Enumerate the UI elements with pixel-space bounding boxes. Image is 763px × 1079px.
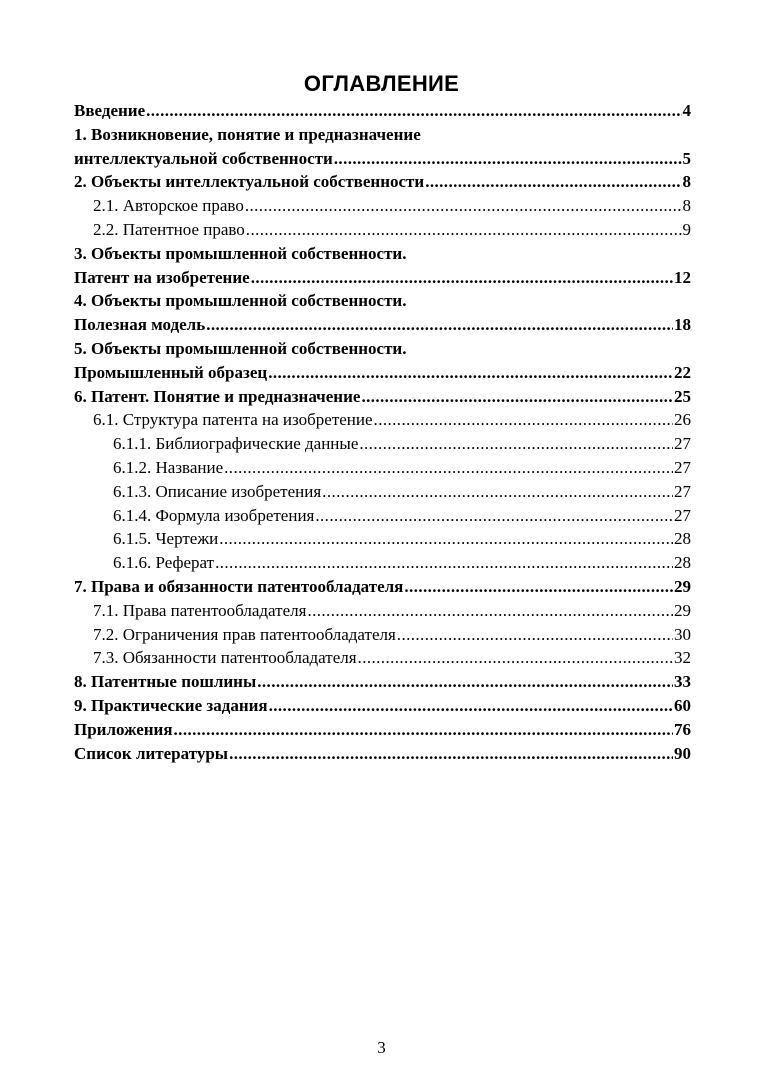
toc-entry-bibliography[interactable]: [74, 742, 691, 766]
toc-entry-title: Приложения: [74, 719, 173, 739]
toc-page-number: 33: [674, 672, 691, 692]
toc-leader-dots: [334, 147, 682, 171]
toc-entry-title: 7.2. Ограничения прав патентообладателя: [93, 624, 396, 644]
toc-leader-dots: [307, 599, 673, 623]
toc-entry-title: 2.2. Патентное право: [93, 219, 245, 239]
toc-page-number: 5: [682, 148, 691, 168]
toc-leader-dots: [315, 504, 673, 528]
toc-entry-section-7-3[interactable]: [74, 646, 691, 670]
page-title: ОГЛАВЛЕНИЕ: [303, 70, 460, 96]
toc-page-number: 27: [674, 434, 691, 454]
toc-entry-chapter-8[interactable]: [74, 670, 691, 694]
toc-leader-dots: [246, 218, 682, 242]
toc-leader-dots: [229, 742, 673, 766]
toc-entry-section-6-1-6[interactable]: [74, 551, 691, 575]
toc-page-number: 28: [674, 553, 691, 573]
toc-leader-dots: [361, 385, 673, 409]
toc-entry-title: 6.1. Структура патента на изобретение: [93, 410, 373, 430]
toc-entry-introduction[interactable]: [74, 99, 691, 123]
toc-entry-title: 6.1.2. Название: [113, 457, 224, 477]
table-of-contents: [74, 99, 691, 765]
toc-entry-title: 7.3. Обязанности патентообладателя: [93, 648, 357, 668]
toc-entry-section-6-1-1[interactable]: [74, 432, 691, 456]
toc-entry-title: Введение: [74, 101, 146, 120]
toc-entry-section-7-2[interactable]: [74, 623, 691, 647]
toc-entry-title: 6. Патент. Понятие и предназначение: [74, 386, 361, 406]
toc-entry-title-line1: 4. Объекты промышленной собственности.: [74, 291, 407, 311]
toc-entry-title: 8. Патентные пошлины: [74, 672, 257, 692]
toc-leader-dots: [358, 646, 673, 670]
toc-leader-dots: [322, 480, 673, 504]
toc-page-number: 12: [674, 267, 691, 287]
toc-page-number: 27: [674, 481, 691, 501]
toc-leader-dots: [397, 623, 673, 647]
toc-leader-dots: [206, 313, 673, 337]
toc-page-number: 30: [674, 624, 691, 644]
toc-page-number: 28: [674, 529, 691, 549]
toc-page-number: 76: [674, 719, 691, 739]
toc-leader-dots: [245, 194, 682, 218]
toc-page-number: 18: [674, 315, 691, 335]
toc-entry-chapter-1[interactable]: [74, 147, 691, 171]
toc-entry-title: 6.1.6. Реферат: [113, 553, 215, 573]
toc-entry-title-line1: 1. Возникновение, понятие и предназначение: [74, 124, 421, 144]
toc-page-number: 32: [674, 648, 691, 668]
page-number: 3: [377, 1038, 386, 1057]
toc-leader-dots: [146, 99, 681, 123]
toc-entry-title: интеллектуальной собственности: [74, 148, 333, 168]
toc-leader-dots: [257, 670, 673, 694]
toc-entry-title: 2. Объекты интеллектуальной собственности: [74, 172, 425, 192]
toc-page-number: 26: [674, 410, 691, 430]
toc-entry-chapter-2[interactable]: [74, 170, 691, 194]
toc-entry-title: Промышленный образец: [74, 362, 268, 382]
toc-entry-chapter-9[interactable]: [74, 694, 691, 718]
toc-leader-dots: [268, 361, 673, 385]
toc-leader-dots: [219, 527, 673, 551]
toc-entry-section-6-1-3[interactable]: [74, 480, 691, 504]
toc-page-number: 25: [674, 386, 691, 406]
toc-entry-title-line1: 5. Объекты промышленной собственности.: [74, 338, 407, 358]
toc-leader-dots: [404, 575, 673, 599]
toc-page-number: 29: [674, 600, 691, 620]
toc-entry-title-line1: 3. Объекты промышленной собственности.: [74, 243, 407, 263]
toc-leader-dots: [174, 718, 673, 742]
toc-leader-dots: [215, 551, 673, 575]
toc-entry-title: Список литературы: [74, 743, 229, 763]
toc-entry-title: 6.1.3. Описание изобретения: [113, 481, 322, 501]
toc-entry-title: Полезная модель: [74, 315, 206, 335]
toc-entry-section-6-1-4[interactable]: [74, 504, 691, 528]
toc-leader-dots: [374, 408, 673, 432]
toc-entry-section-6-1[interactable]: [74, 408, 691, 432]
toc-entry-title: 7. Права и обязанности патентообладателя: [74, 576, 404, 596]
toc-leader-dots: [359, 432, 673, 456]
toc-entry-section-6-1-2[interactable]: [74, 456, 691, 480]
toc-page-number: 22: [674, 362, 691, 382]
toc-page-number: 8: [682, 196, 691, 216]
toc-page-number: 27: [674, 505, 691, 525]
toc-entry-chapter-7[interactable]: [74, 575, 691, 599]
toc-entry-chapter-6[interactable]: [74, 385, 691, 409]
toc-entry-section-2-1[interactable]: [74, 194, 691, 218]
toc-entry-title: 6.1.5. Чертежи: [113, 529, 219, 549]
toc-page-number: 90: [674, 743, 691, 763]
toc-entry-chapter-4[interactable]: [74, 313, 691, 337]
toc-entry-title: 9. Практические задания: [74, 695, 268, 715]
toc-leader-dots: [425, 170, 681, 194]
toc-entry-chapter-5[interactable]: [74, 361, 691, 385]
toc-leader-dots: [251, 266, 673, 290]
toc-entry-chapter-3[interactable]: [74, 266, 691, 290]
toc-entry-appendices[interactable]: [74, 718, 691, 742]
toc-page-number: 9: [682, 219, 691, 239]
toc-entry-section-6-1-5[interactable]: [74, 527, 691, 551]
toc-page-number: 60: [674, 695, 691, 715]
toc-entry-title: 6.1.4. Формула изобретения: [113, 505, 315, 525]
toc-page-number: 8: [682, 172, 691, 192]
toc-entry-title: 6.1.1. Библиографические данные: [113, 434, 359, 454]
toc-entry-section-7-1[interactable]: [74, 599, 691, 623]
toc-page-number: 27: [674, 457, 691, 477]
toc-page-number: 29: [674, 576, 691, 596]
toc-leader-dots: [224, 456, 673, 480]
toc-entry-title: 2.1. Авторское право: [93, 196, 244, 216]
toc-entry-title: 7.1. Права патентообладателя: [93, 600, 307, 620]
toc-page-number: 4: [682, 101, 691, 120]
toc-entry-title: Патент на изобретение: [74, 267, 250, 287]
toc-entry-section-2-2[interactable]: [74, 218, 691, 242]
toc-leader-dots: [269, 694, 673, 718]
